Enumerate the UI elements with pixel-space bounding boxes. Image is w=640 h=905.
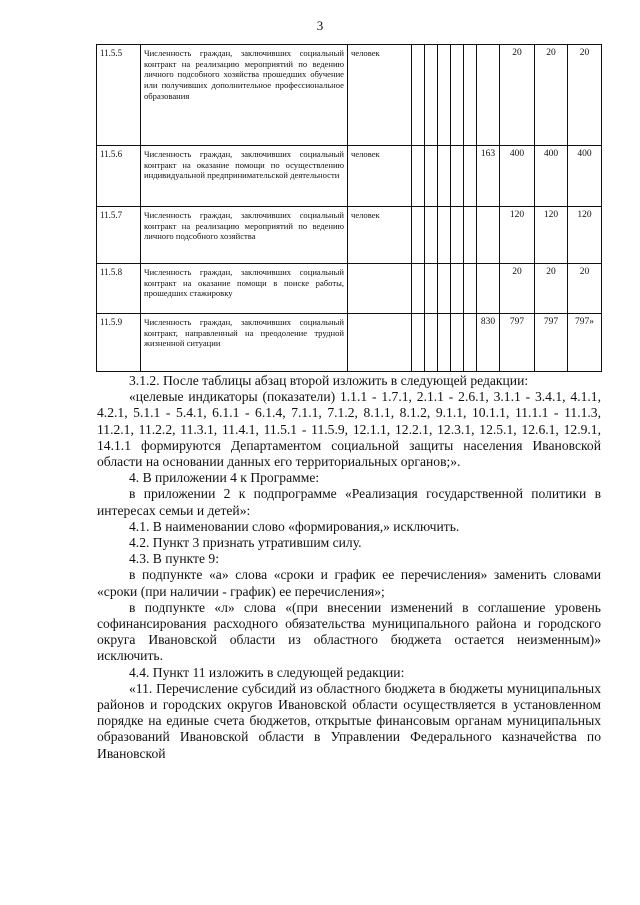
indicators-table	[96, 44, 602, 372]
row-unit: человек	[348, 45, 412, 146]
row-value: 20	[500, 264, 535, 314]
row-value	[425, 264, 438, 314]
row-value	[412, 207, 425, 264]
row-value	[451, 146, 464, 207]
row-indicator-name: Численность граждан, заключивших социальный контракт на реализацию мероприятий по ведению личного подсобного хозяйства	[141, 207, 348, 264]
table-row	[97, 264, 602, 314]
table-row	[97, 207, 602, 264]
row-value	[451, 314, 464, 372]
paragraph: 4.4. Пункт 11 изложить в следующей редакции:	[129, 664, 405, 680]
page-number: 3	[316, 18, 324, 33]
row-unit: человек	[348, 207, 412, 264]
row-value: 797	[535, 314, 568, 372]
row-value: 20	[535, 264, 568, 314]
paragraph: «целевые индикаторы (показатели) 1.1.1 - 1.7.1, 2.1.1 - 2.6.1, 3.1.1 - 3.4.1, 4.1.1, 4.2.1, 5.1.1 - 5.4.1, 6.1.1 - 6.1.4, 7.1.1, 7.1.2, 8.1.1, 8.1.2, 9.1.1, 10.1.1, 11.1.1 - 11.1.3, 11.2.1, 11.2.2, 11.3.1, 11.4.1, 11.5.1 - 11.5.9, 12.1.1, 12.2.1, 12.3.1, 12.5.1, 12.6.1, 12.9.1, 14.1.1 формируются Департаментом социальной защиты населения Ивановской области на основании данных его территориальных органов;».	[97, 389, 601, 470]
row-value	[412, 146, 425, 207]
paragraph: 4.3. В пункте 9:	[129, 551, 219, 567]
row-unit	[348, 264, 412, 314]
row-value: 400	[568, 146, 602, 207]
row-value: 120	[535, 207, 568, 264]
row-value: 797»	[568, 314, 602, 372]
row-unit	[348, 314, 412, 372]
row-indicator-name: Численность граждан, заключивших социальный контракт на оказание помощи по осуществлению индивидуальной предпринимательской деятельности	[141, 146, 348, 207]
paragraph: 4. В приложении 4 к Программе:	[129, 470, 320, 486]
paragraph: 3.1.2. После таблицы абзац второй изложить в следующей редакции:	[129, 373, 529, 388]
row-code: 11.5.7	[97, 207, 141, 264]
row-value: 20	[535, 45, 568, 146]
amendment-text	[97, 373, 601, 762]
row-value	[451, 207, 464, 264]
row-value	[412, 45, 425, 146]
table-row	[97, 45, 602, 146]
row-value	[464, 207, 477, 264]
row-value	[464, 146, 477, 207]
row-indicator-name: Численность граждан, заключивших социальный контракт на оказание помощи в поиске работы, прошедших стажировку	[141, 264, 348, 314]
paragraph: «11. Перечисление субсидий из областного бюджета в бюджеты муниципальных районов и городских округов Ивановской области осуществляется в установленном порядке на единые счета бюджетов, открытые финансовым органам муниципальных образований Ивановской области в Управлении Федерального казначейства по Ивановской	[97, 680, 601, 761]
row-value: 120	[568, 207, 602, 264]
paragraph: в подпункте «а» слова «сроки и график ее перечисления» заменить словами «сроки (при наличии - график) ее перечисления»;	[97, 567, 601, 599]
row-value	[477, 264, 500, 314]
row-value	[438, 314, 451, 372]
row-indicator-name: Численность граждан, заключивших социальный контракт на реализацию мероприятий по ведению личного подсобного хозяйства прошедших обучение или получивших дополнительное профессиональное образования	[141, 45, 348, 146]
row-value	[451, 264, 464, 314]
paragraph: 4.1. В наименовании слово «формирования,» исключить.	[129, 518, 460, 534]
row-value: 163	[477, 146, 500, 207]
row-value: 20	[500, 45, 535, 146]
row-value: 400	[535, 146, 568, 207]
row-value	[438, 264, 451, 314]
row-value: 120	[500, 207, 535, 264]
row-value	[477, 45, 500, 146]
row-value: 400	[500, 146, 535, 207]
row-code: 11.5.5	[97, 45, 141, 146]
row-value: 830	[477, 314, 500, 372]
row-value: 797	[500, 314, 535, 372]
paragraph: в приложении 2 к подпрограмме «Реализация государственной политики в интересах семьи и детей»:	[97, 486, 601, 518]
row-value	[412, 264, 425, 314]
paragraph: в подпункте «л» слова «(при внесении изменений в соглашение уровень софинансирования расходного обязательства муниципального района и городского округа Ивановской области из областного бюджета остается неизменным)» исключить.	[97, 599, 601, 664]
row-value: 20	[568, 264, 602, 314]
paragraph: 4.2. Пункт 3 признать утратившим силу.	[129, 535, 362, 551]
row-value	[451, 45, 464, 146]
row-code: 11.5.8	[97, 264, 141, 314]
row-value	[438, 207, 451, 264]
row-unit: человек	[348, 146, 412, 207]
row-value	[464, 264, 477, 314]
row-value	[425, 207, 438, 264]
row-indicator-name: Численность граждан, заключивших социальный контракт, направленный на преодоление трудной жизненной ситуации	[141, 314, 348, 372]
row-value	[412, 314, 425, 372]
table-row	[97, 314, 602, 372]
row-value: 20	[568, 45, 602, 146]
row-value	[425, 314, 438, 372]
row-code: 11.5.9	[97, 314, 141, 372]
row-value	[438, 146, 451, 207]
row-value	[425, 45, 438, 146]
row-value	[464, 45, 477, 146]
table-row	[97, 146, 602, 207]
row-value	[464, 314, 477, 372]
row-code: 11.5.6	[97, 146, 141, 207]
row-value	[438, 45, 451, 146]
row-value	[425, 146, 438, 207]
row-value	[477, 207, 500, 264]
